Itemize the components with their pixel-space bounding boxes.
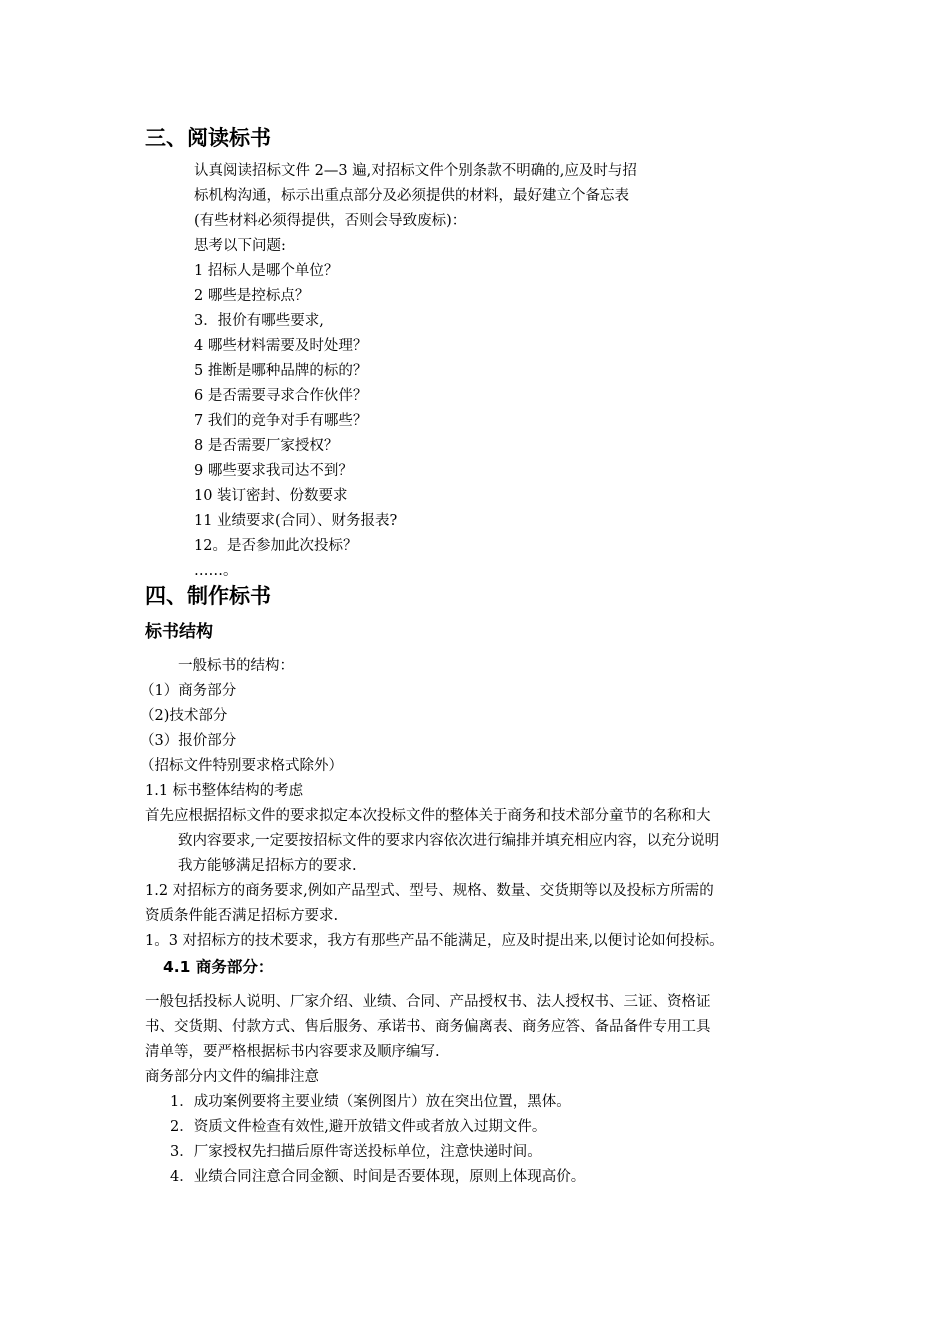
note-item: 2．资质文件检查有效性,避开放错文件或者放入过期文件。: [170, 1119, 547, 1135]
notes-title: 商务部分内文件的编排注意: [145, 1069, 319, 1085]
question-item: 11 业绩要求(合同）、财务报表?: [194, 513, 398, 529]
section-3-intro-line-2: 标机构沟通，标示出重点部分及必须提供的材料，最好建立个备忘表: [194, 188, 629, 204]
note-item: 1．成功案例要将主要业绩（案例图片）放在突出位置，黑体。: [170, 1094, 571, 1110]
paragraph-1-2-line-1: 1.2 对招标方的商务要求,例如产品型式、型号、规格、数量、交货期等以及投标方所需的: [145, 883, 714, 899]
think-label: 思考以下问题:: [194, 238, 286, 254]
question-item: 1 招标人是哪个单位？: [194, 263, 339, 279]
paragraph-1-3: 1。3 对招标方的技术要求，我方有那些产品不能满足，应及时提出来,以便讨论如何投标。: [145, 933, 724, 949]
question-item: 10 装订密封、份数要求: [194, 488, 348, 504]
section-4-heading: 四、制作标书: [145, 584, 271, 608]
question-ellipsis: ……。: [194, 563, 238, 579]
structure-subheading: 标书结构: [145, 622, 213, 642]
question-item: 9 哪些要求我司达不到？: [194, 463, 353, 479]
structure-item: （2)技术部分: [140, 708, 228, 724]
section-4-1-line-1: 一般包括投标人说明、厂家介绍、业绩、合同、产品授权书、法人授权书、三证、资格证: [145, 994, 711, 1010]
paragraph-1-1-line-2: 致内容要求,一定要按招标文件的要求内容依次进行编排并填充相应内容，以充分说明: [178, 833, 720, 849]
question-item: 5 推断是哪种品牌的标的？: [194, 363, 368, 379]
question-item: 8 是否需要厂家授权？: [194, 438, 339, 454]
section-3-heading: 三、阅读标书: [145, 126, 271, 150]
section-4-1-line-2: 书、交货期、付款方式、售后服务、承诺书、商务偏离表、商务应答、备品备件专用工具: [145, 1019, 711, 1035]
structure-intro: 一般标书的结构：: [178, 658, 294, 674]
paragraph-1-1-line-3: 我方能够满足招标方的要求.: [178, 858, 357, 874]
note-item: 4．业绩合同注意合同金额、时间是否要体现，原则上体现高价。: [170, 1169, 586, 1185]
structure-item: （1）商务部分: [140, 683, 237, 699]
question-item: 4 哪些材料需要及时处理？: [194, 338, 368, 354]
question-item: 6 是否需要寻求合作伙伴？: [194, 388, 368, 404]
question-item: 7 我们的竞争对手有哪些？: [194, 413, 368, 429]
structure-item: （招标文件特别要求格式除外）: [140, 758, 343, 774]
paragraph-1-1-title: 1.1 标书整体结构的考虑: [145, 783, 304, 799]
section-3-intro-line-3: (有些材料必须得提供，否则会导致废标)：: [194, 213, 467, 229]
paragraph-1-1-line-1: 首先应根据招标文件的要求拟定本次投标文件的整体关于商务和技术部分童节的名称和大: [145, 808, 711, 824]
structure-item: （3）报价部分: [140, 733, 237, 749]
section-3-intro-line-1: 认真阅读招标文件 2—3 遍,对招标文件个别条款不明确的,应及时与招: [194, 163, 637, 179]
question-item: 3．报价有哪些要求,: [194, 313, 324, 329]
question-item: 12。是否参加此次投标？: [194, 538, 358, 554]
note-item: 3．厂家授权先扫描后原件寄送投标单位，注意快递时间。: [170, 1144, 542, 1160]
paragraph-1-2-line-2: 资质条件能否满足招标方要求.: [145, 908, 339, 924]
section-4-1-heading: 4.1 商务部分：: [163, 958, 274, 976]
question-item: 2 哪些是控标点？: [194, 288, 310, 304]
section-4-1-line-3: 清单等，要严格根据标书内容要求及顺序编写.: [145, 1044, 440, 1060]
